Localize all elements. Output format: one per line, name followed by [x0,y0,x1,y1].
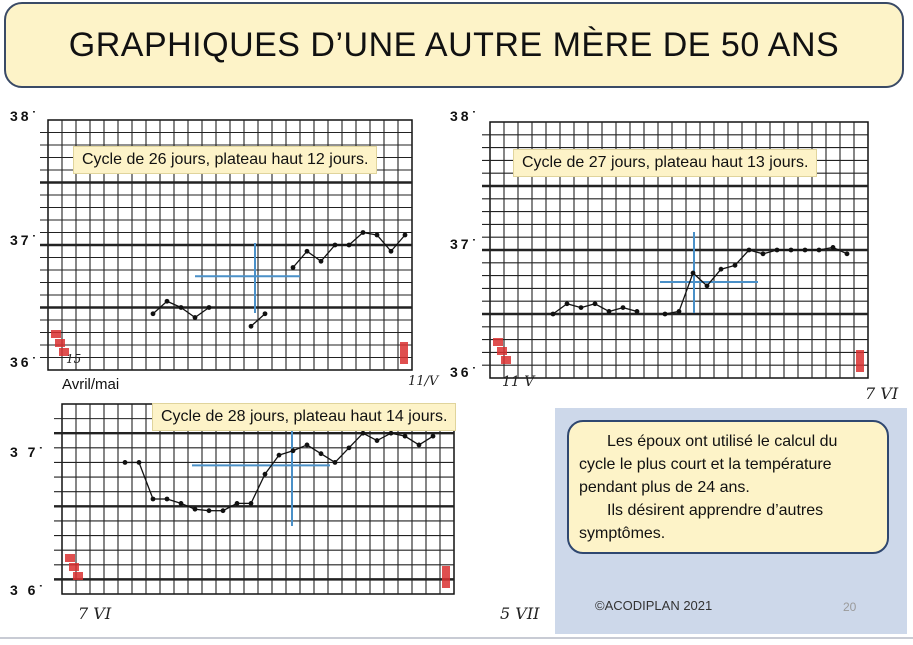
chart-3-ylabel-36: 3 6˙ [10,582,47,598]
menses-mark [442,566,450,588]
temperature-point [403,233,408,238]
temperature-point [635,309,640,314]
chart-2-caption: Cycle de 27 jours, plateau haut 13 jours. [513,149,817,177]
chart-1-caption: Cycle de 26 jours, plateau haut 12 jours. [73,146,377,174]
menses-mark [73,572,83,580]
info-panel [555,408,907,634]
chart-3-svg [0,398,550,636]
chart-2-ylabel-37: 37˙ [450,236,480,252]
chart-2-start-note: 11 V [502,374,535,390]
menses-mark [493,338,503,346]
bottom-divider [0,637,913,639]
chart-3-caption: Cycle de 28 jours, plateau haut 14 jours. [152,403,456,431]
info-paragraph-1: Les époux ont utilisé le calcul du cycle le plus court et la température pendant plus de 24 ans. [579,433,838,496]
chart-3-start-note: 7 VI [78,604,112,623]
menses-mark [55,339,65,347]
chart-1-start-note: 15 [66,352,82,366]
temperature-point [845,251,850,256]
menses-mark [497,347,507,355]
chart-cycle-3 [0,398,550,636]
copyright: ©ACODIPLAN 2021 [595,598,713,613]
chart-3-ylabel-37: 3 7˙ [10,444,47,460]
menses-mark [69,563,79,571]
menses-mark [65,554,75,562]
chart-1-ylabel-36: 36˙ [10,354,40,370]
chart-1-ylabel-37: 37˙ [10,232,40,248]
chart-2-end-note: 7 VI [865,384,899,403]
menses-mark [501,356,511,364]
chart-2-ylabel-36: 36˙ [450,364,480,380]
temperature-point [263,311,268,316]
temperature-point [431,434,436,439]
chart-3-end-note: 5 VII [500,604,540,623]
info-paragraph-2: Ils désirent apprendre d’autres symptômes. [579,502,824,542]
slide-title: GRAPHIQUES D’UNE AUTRE MÈRE DE 50 ANS [68,25,840,64]
chart-2-ylabel-38: 38˙ [450,108,480,124]
menses-mark [400,342,408,364]
chart-1-month-label: Avril/mai [62,376,120,393]
chart-1-ylabel-38: 38˙ [10,108,40,124]
info-box [567,420,889,554]
page-number: 20 [843,600,857,614]
menses-mark [856,350,864,372]
temperature-point [207,305,212,310]
chart-1-end-note: 11/V [408,374,439,389]
title-banner [4,2,904,88]
menses-mark [51,330,61,338]
